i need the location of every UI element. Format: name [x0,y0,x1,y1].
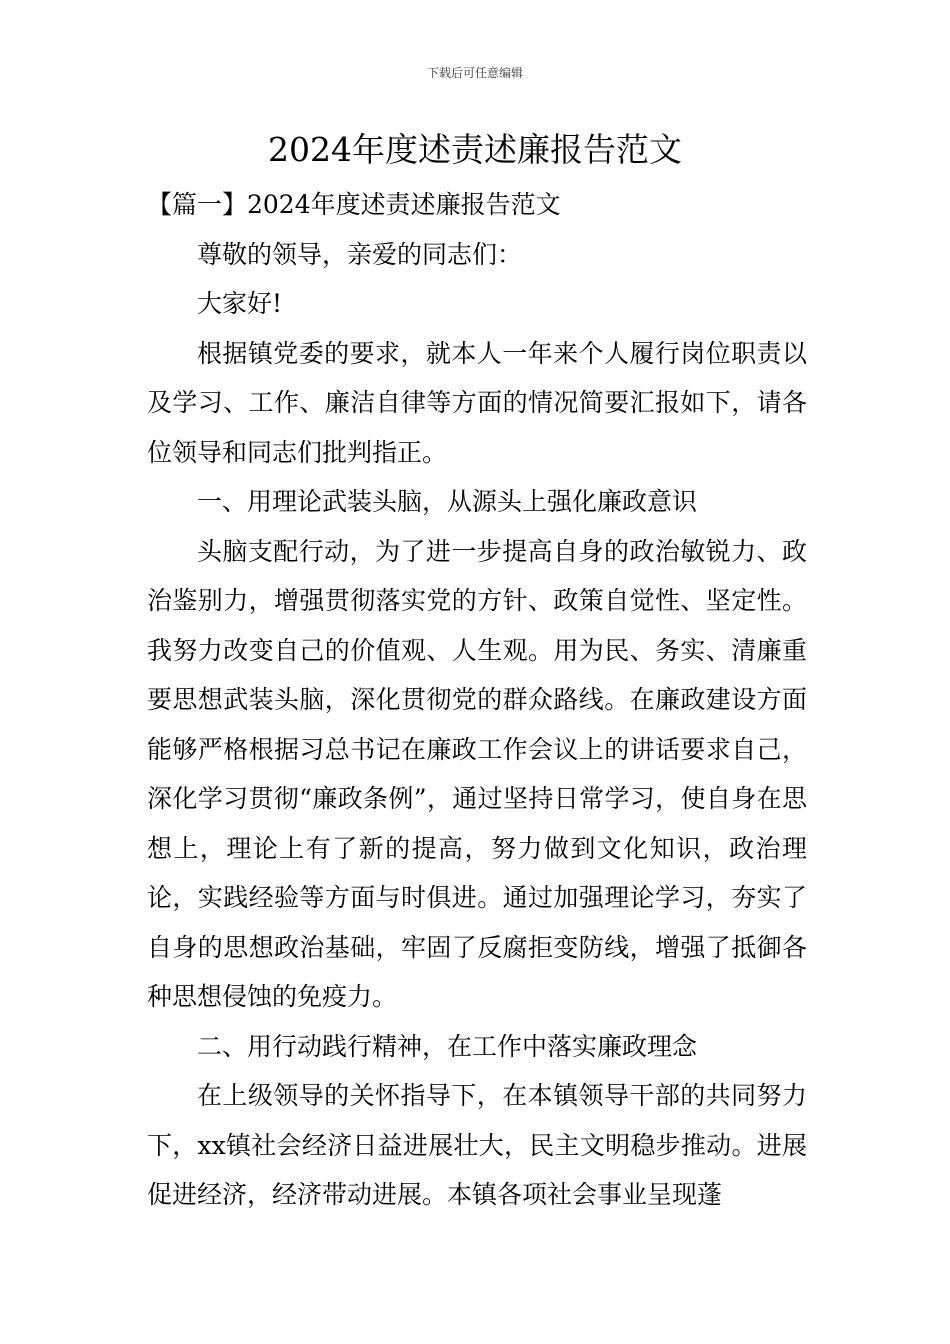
section-heading-1: 一、用理论武装头脑，从源头上强化廉政意识 [197,487,698,516]
document-title: 2024年度述责述廉报告范文 [268,130,682,169]
section-subtitle: 【篇一】2024年度述责述廉报告范文 [147,190,561,219]
paragraph-greeting: 大家好! [197,289,283,318]
section-heading-2: 二、用行动践行精神，在工作中落实廉政理念 [197,1031,698,1061]
page-header-note: 下载后可任意编辑 [426,66,523,80]
paragraph-section-2: 在上级领导的关怀指导下，在本镇领导干部的共同努力下，xx镇社会经济日益进展壮大，民主文明稳步推动。进展促进经济，经济带动进展。本镇各项社会事业呈现蓬 [147,1081,807,1209]
paragraph-intro: 根据镇党委的要求，就本人一年来个人履行岗位职责以及学习、工作、廉洁自律等方面的情况简要汇报如下，请各位领导和同志们批判指正。 [147,338,807,467]
paragraph-salutation: 尊敬的领导，亲爱的同志们： [197,239,523,269]
paragraph-section-1: 头脑支配行动，为了进一步提高自身的政治敏锐力、政治鉴别力，增强贯彻落实党的方针、政策自觉性、坚定性。我努力改变自己的价值观、人生观。用为民、务实、清廉重要思想武装头脑，深化贯彻党的群众路线。在廉政建设方面能够严格根据习总书记在廉政工作会议上的讲话要求自己，深化学习贯彻“廉政条例”，通过坚持日常学习，使自身在思想上，理论上有了新的提高，努力做到文化知识，政治理论，实践经验等方面与时俱进。通过加强理论学习，夯实了自身的思想政治基础，牢固了反腐拒变防线，增强了抵御各种思想侵蚀的免疫力。 [147,536,807,1011]
document-body [147,180,807,1220]
